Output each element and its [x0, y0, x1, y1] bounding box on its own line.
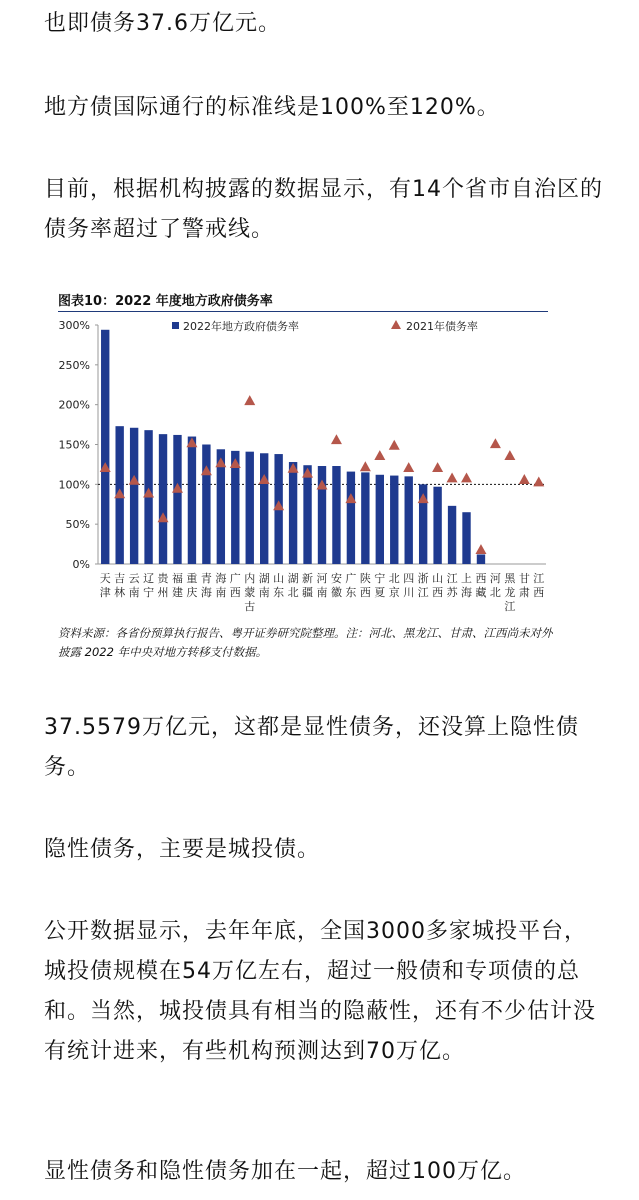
category-label: 宁夏 [374, 572, 386, 599]
marker-2021 [461, 472, 472, 482]
chart-source-note: 资料来源：各省份预算执行报告、粤开证券研究院整理。注：河北、黑龙江、甘肃、江西尚未对外披露 2022 年中央对地方转移支付数据。 [58, 626, 553, 659]
bar-2022 [477, 554, 485, 564]
y-tick-label: 300% [58, 319, 90, 332]
marker-2021 [389, 440, 400, 450]
category-label: 山西 [432, 572, 444, 599]
category-label: 北京 [388, 572, 400, 599]
marker-2021 [244, 395, 255, 405]
category-label: 西藏 [475, 572, 487, 599]
y-tick-label: 150% [58, 438, 90, 452]
category-label: 吉林 [114, 572, 126, 599]
bar-2022 [159, 434, 167, 564]
legend-label-2022: 2022年地方政府债务率 [183, 320, 299, 333]
y-tick-label: 50% [65, 518, 90, 532]
y-tick-label: 100% [58, 478, 90, 492]
bar-2022 [332, 466, 340, 564]
category-label: 海南 [215, 572, 227, 599]
category-label: 山东 [273, 572, 285, 599]
y-tick-label: 0% [72, 558, 90, 571]
marker-2021 [533, 476, 544, 486]
marker-2021 [490, 438, 501, 448]
bar-2022 [303, 465, 311, 564]
marker-2021 [360, 461, 371, 471]
bar-2022 [101, 330, 109, 564]
bar-2022 [173, 435, 181, 564]
legend-swatch-2022 [172, 322, 179, 329]
chart-legend [172, 319, 478, 333]
y-tick-label: 200% [58, 398, 90, 412]
category-label: 浙江 [417, 572, 429, 599]
category-label: 江西 [533, 572, 545, 599]
paragraph-3: 目前，根据机构披露的数据显示，有14个省市自治区的债务率超过了警戒线。 [44, 177, 603, 242]
marker-2021 [432, 462, 443, 472]
category-label: 甘肃 [518, 572, 530, 599]
marker-2021 [403, 462, 414, 472]
bar-2022 [202, 445, 210, 565]
category-label: 辽宁 [143, 572, 155, 599]
category-label: 重庆 [186, 572, 198, 599]
category-label: 湖北 [287, 572, 299, 599]
paragraph-5: 隐性债务，主要是城投债。 [44, 837, 321, 862]
marker-2021 [374, 450, 385, 460]
bar-2022 [405, 476, 413, 564]
chart-title: 图表10：2022 年度地方政府债务率 [58, 294, 273, 309]
marker-2021 [475, 544, 486, 554]
category-label: 陕西 [359, 572, 371, 599]
category-label: 黑龙江 [504, 572, 516, 612]
bar-2022 [433, 487, 441, 564]
category-label: 新疆 [302, 572, 314, 599]
category-label: 江苏 [446, 572, 458, 599]
category-label: 上海 [461, 572, 473, 599]
category-label: 安徽 [330, 572, 342, 599]
legend-swatch-2021 [391, 320, 401, 329]
category-label: 河北 [489, 572, 501, 599]
paragraph-4: 37.5579万亿元，这都是显性债务，还没算上隐性债务。 [44, 715, 579, 780]
paragraph-2: 地方债国际通行的标准线是100%至120%。 [44, 95, 500, 120]
marker-2021 [331, 434, 342, 444]
y-tick-label: 250% [58, 358, 90, 372]
category-label: 内蒙古 [244, 572, 256, 612]
category-label: 青海 [200, 572, 212, 599]
bar-2022 [462, 512, 470, 564]
bar-2022 [390, 476, 398, 564]
marker-2021 [447, 472, 458, 482]
legend-label-2021: 2021年债务率 [406, 320, 478, 333]
category-label: 福建 [171, 572, 183, 599]
category-label: 河南 [316, 572, 328, 599]
debt-ratio-chart [50, 312, 550, 612]
bar-2022 [289, 462, 297, 564]
category-label: 广东 [345, 572, 357, 599]
marker-2021 [504, 450, 515, 460]
bar-2022 [361, 472, 369, 564]
bar-2022 [347, 472, 355, 564]
bar-2022 [376, 475, 384, 564]
bar-2022 [448, 506, 456, 564]
paragraph-1: 也即债务37.6万亿元。 [44, 11, 281, 36]
category-label: 广西 [229, 572, 241, 599]
bar-2022 [130, 428, 138, 564]
category-label: 云南 [128, 572, 140, 599]
marker-2021 [519, 474, 530, 484]
category-label: 湖南 [258, 572, 270, 599]
category-label: 天津 [99, 572, 111, 599]
paragraph-6: 公开数据显示，去年年底，全国3000多家城投平台，城投债规模在54万亿左右，超过一般债和专项债的总和。当然，城投债具有相当的隐蔽性，还有不少估计没有统计进来，有些机构预测达到70万亿。 [44, 919, 597, 1064]
bar-2022 [260, 453, 268, 564]
category-label: 四川 [403, 572, 415, 599]
bar-2022 [246, 452, 254, 564]
category-label: 贵州 [157, 572, 169, 599]
paragraph-7: 显性债务和隐性债务加在一起，超过100万亿。 [44, 1159, 526, 1184]
bar-2022 [188, 437, 196, 564]
